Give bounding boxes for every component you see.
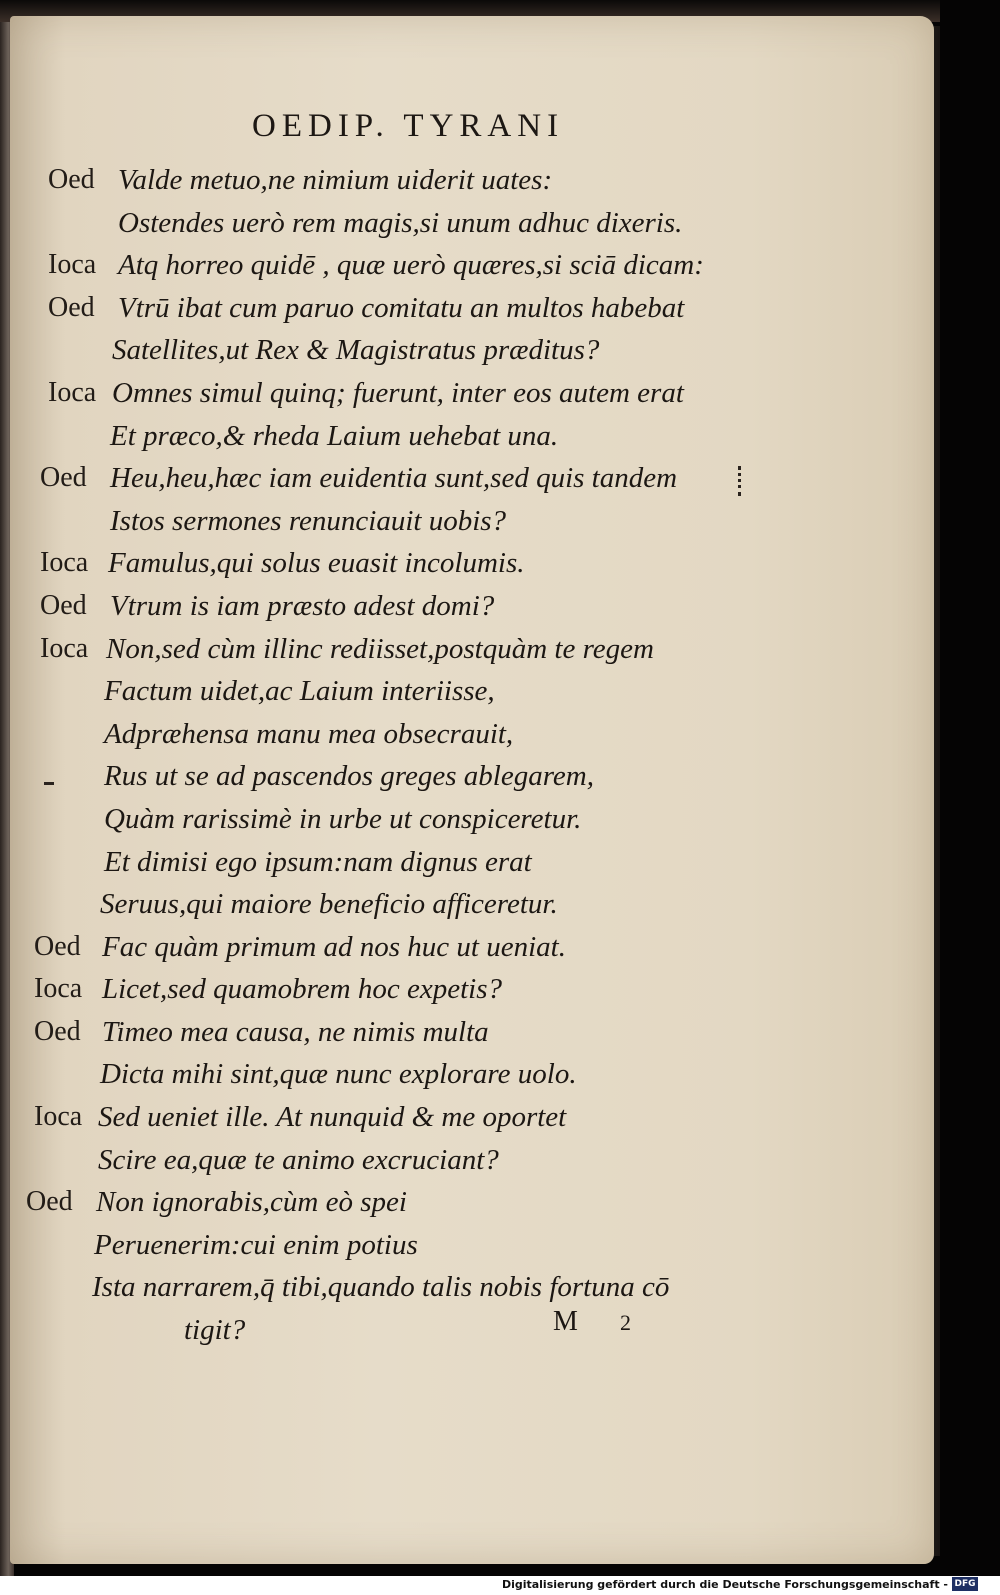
speaker-label: Ioca: [48, 249, 97, 281]
verse-text-line: Timeo mea causa, ne nimis multa: [102, 1015, 489, 1048]
verse-line: [0, 164, 920, 207]
speaker-label: Oed: [48, 164, 95, 195]
footer-credit: Digitalisierung gefördert durch die Deutsche Forschungsgemeinschaft -: [501, 1578, 948, 1591]
verse-text-line: Non ignorabis,cùm eò spei: [96, 1186, 407, 1219]
verse-line: [0, 505, 920, 548]
verse-line: [0, 803, 920, 846]
verse-text-line: Famulus,qui solus euasit incolumis.: [108, 547, 525, 580]
verse-text-line: Et præco,& rheda Laium uehebat una.: [110, 419, 559, 452]
verse-line: [0, 675, 920, 718]
verse-line: [0, 1229, 920, 1272]
verse-text-line: Istos sermones renunciauit uobis?: [110, 504, 507, 537]
verse-text-line: tigit?: [184, 1314, 246, 1347]
verse-text-line: Heu,heu,hæc iam euidentia sunt,sed quis tandem: [110, 462, 678, 495]
speaker-label: Oed: [48, 291, 95, 323]
verse-text-line: Vtrū ibat cum paruo comitatu an multos habebat: [118, 291, 685, 324]
verse-line: [0, 207, 920, 250]
verse-text-line: Scire ea,quæ te animo excruciant?: [98, 1143, 499, 1176]
verse-line: [0, 590, 920, 633]
verse-text-line: Peruenerim:cui enim potius: [94, 1228, 418, 1261]
verse-text-line: Et dimisi ego ipsum:nam dignus erat: [104, 845, 532, 878]
running-head: OEDIP. TYRANI: [252, 108, 565, 144]
verse-line: [0, 1058, 920, 1101]
dfg-logo: DFG: [952, 1577, 978, 1591]
verse-text: [0, 164, 920, 1357]
speaker-label: Oed: [40, 589, 87, 621]
margin-mark-right: [738, 466, 744, 496]
verse-text-line: Atq horreo quidē , quæ uerò quæres,si sciā dicam:: [118, 249, 704, 282]
speaker-label: Oed: [34, 930, 81, 962]
verse-line: [0, 931, 920, 974]
verse-text-line: Omnes simul quinq; fuerunt, inter eos autem erat: [112, 376, 684, 409]
signature-number: 2: [620, 1310, 631, 1335]
verse-line: [0, 888, 920, 931]
verse-line: [0, 1101, 920, 1144]
speaker-label: Ioca: [40, 632, 89, 664]
verse-text-line: Fac quàm primum ad nos huc ut ueniat.: [102, 930, 566, 963]
speaker-label: Ioca: [40, 547, 89, 579]
verse-text-line: Quàm rarissimè in urbe ut conspiceretur.: [104, 802, 582, 835]
speaker-label: Ioca: [34, 973, 83, 1005]
verse-line: [0, 462, 920, 505]
verse-line: [0, 633, 920, 676]
verse-line: [0, 1314, 920, 1357]
verse-line: [0, 846, 920, 889]
speaker-label: Ioca: [34, 1101, 83, 1133]
verse-text-line: Ista narrarem,q̄ tibi,quando talis nobis fortuna cō: [92, 1271, 670, 1304]
verse-text-line: Sed ueniet ille. At nunquid & me oportet: [98, 1101, 567, 1134]
verse-line: [0, 760, 920, 803]
margin-mark: [44, 782, 54, 785]
verse-line: [0, 973, 920, 1016]
verse-text-line: Ostendes uerò rem magis,si unum adhuc dixeris.: [118, 206, 683, 239]
verse-line: [0, 249, 920, 292]
verse-text-line: Dicta mihi sint,quæ nunc explorare uolo.: [100, 1058, 577, 1091]
verse-line: [0, 1271, 920, 1314]
verse-line: [0, 1144, 920, 1187]
verse-line: [0, 1016, 920, 1059]
verse-line: [0, 718, 920, 761]
speaker-label: Ioca: [48, 376, 97, 408]
verse-text-line: Non,sed cùm illinc rediisset,postquàm te regem: [106, 632, 654, 665]
speaker-label: Oed: [34, 1015, 81, 1047]
verse-line: [0, 1186, 920, 1229]
verse-text-line: Valde metuo,ne nimium uiderit uates:: [118, 164, 553, 196]
verse-line: [0, 377, 920, 420]
verse-text-line: Vtrum is iam præsto adest domi?: [110, 589, 495, 622]
verse-line: [0, 547, 920, 590]
verse-text-line: Factum uidet,ac Laium interiisse,: [104, 675, 495, 708]
verse-text-line: Seruus,qui maiore beneficio afficeretur.: [100, 888, 558, 921]
verse-text-line: Satellites,ut Rex & Magistratus præditus?: [112, 334, 600, 367]
speaker-label: Oed: [40, 462, 87, 494]
signature-mark: M: [553, 1306, 578, 1337]
verse-text-line: Adpræhensa manu mea obsecrauit,: [104, 717, 514, 750]
speaker-label: Oed: [26, 1186, 73, 1218]
verse-line: [0, 292, 920, 335]
verse-line: [0, 420, 920, 463]
verse-line: [0, 334, 920, 377]
verse-text-line: Rus ut se ad pascendos greges ablegarem,: [104, 760, 594, 793]
verse-text-line: Licet,sed quamobrem hoc expetis?: [102, 973, 502, 1006]
